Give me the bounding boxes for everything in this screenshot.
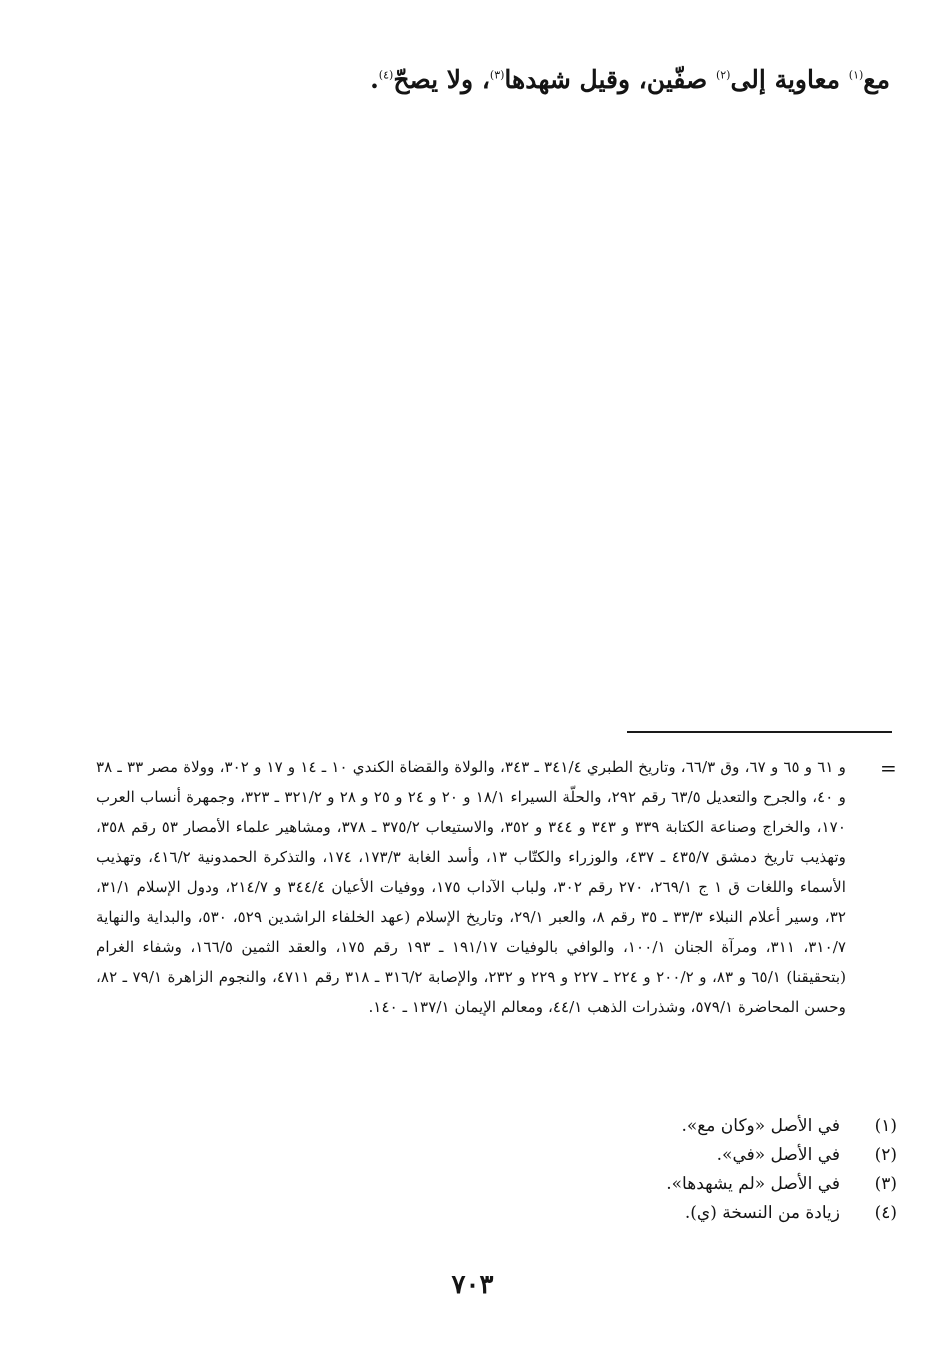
- footnote-text: زيادة من النسخة (ي).: [684, 1203, 840, 1223]
- footnotes-list: [97, 1116, 897, 1232]
- main-text-line: [190, 60, 890, 100]
- footnote-ref[interactable]: (٣): [489, 68, 505, 82]
- footnote-number: (٢): [874, 1145, 897, 1165]
- footnote-ref[interactable]: (٤): [378, 68, 394, 82]
- footnote-separator-rule: [627, 731, 892, 733]
- continuation-mark: =: [880, 756, 897, 780]
- footnote-ref[interactable]: (٢): [715, 68, 731, 82]
- footnote-item: [97, 1203, 897, 1232]
- footnote-number: (١): [874, 1116, 897, 1136]
- footnote-text: في الأصل «وكان مع».: [681, 1116, 840, 1136]
- main-text-segment: ، ولا يصحّ: [393, 65, 490, 94]
- main-text-segment: صفّين، وقيل شهدها: [504, 65, 716, 94]
- continued-footnote: و ٦١ و ٦٥ و ٦٧، وق ٦٦/٣، وتاريخ الطبري ٣٤١/٤ ـ ٣٤٣، والولاة والقضاة الكندي ١٠ ـ ١٤ و ١٧ و ٣٠٢، وولاة مصر ٣٣ ـ ٣٨ و ٤٠، والجرح والتعديل ٦٣/٥ رقم ٢٩٢، والحلّة السيراء ١٨/١ و ٢٠ و ٢٤ و ٢٥ و ٢٨ و ٣٢١/٢ ـ ٣٢٣، وجمهرة أنساب العرب ١٧٠، والخراج وصناعة الكتابة ٣٣٩ و ٣٤٣ و ٣٤٤ و ٣٥٢، والاستيعاب ٣٧٥/٢ ـ ٣٧٨، ومشاهير علماء الأمصار ٥٣ رقم ٣٥٨، وتهذيب تاريخ دمشق ٤٣٥/٧ ـ ٤٣٧، والوزراء والكتّاب ١٣، وأسد الغابة ١٧٣/٣، ١٧٤، والتذكرة الحمدونية ٤١٦/٢، وتهذيب الأسماء واللغات ق ١ ج ٢٦٩/١، ٢٧٠ رقم ٣٠٢، ولباب الآداب ١٧٥، ووفيات الأعيان ٣٤٤/٤ و ٢١٤/٧، ودول الإسلام ٣١/١، ٣٢، وسير أعلام النبلاء ٣٣/٣ ـ ٣٥ رقم ٨، والعبر ٢٩/١، وتاريخ الإسلام (عهد الخلفاء الراشدين ٥٢٩، ٥٣٠، والبداية والنهاية ٣١٠/٧، ٣١١، ومرآة الجنان ١٠٠/١، والوافي بالوفيات ١٩١/١٧ ـ ١٩٣ رقم ١٧٥، والعقد الثمين ١٦٦/٥، وشفاء الغرام (بتحقيقنا) ٦٥/١ و ٨٣، و ٢٠٠/٢ و ٢٢٤ ـ ٢٢٧ و ٢٢٩ و ٢٣٢، والإصابة ٣١٦/٢ ـ ٣١٨ رقم ٤٧١١، والنجوم الزاهرة ٧٩/١ ـ ٨٢، وحسن المحاضرة ٥٧٩/١، وشذرات الذهب ٤٤/١، ومعالم الإيمان ١٣٧/١ ـ ١٤٠.: [96, 758, 847, 1016]
- main-text-segment: .: [370, 65, 379, 94]
- footnote-text: في الأصل «لم يشهدها».: [666, 1174, 840, 1194]
- footnote-item: [97, 1116, 897, 1145]
- footnote-text: في الأصل «في».: [716, 1145, 840, 1165]
- footnote-item: [97, 1174, 897, 1203]
- footnote-number: (٣): [874, 1174, 897, 1194]
- footnote-number: (٤): [874, 1203, 897, 1223]
- main-text-segment: معاوية إلى: [730, 65, 849, 94]
- page-number: ٧٠٣: [451, 1270, 494, 1300]
- main-text-segment: مع: [863, 65, 890, 94]
- footnote-ref[interactable]: (١): [848, 68, 864, 82]
- footnote-item: [97, 1145, 897, 1174]
